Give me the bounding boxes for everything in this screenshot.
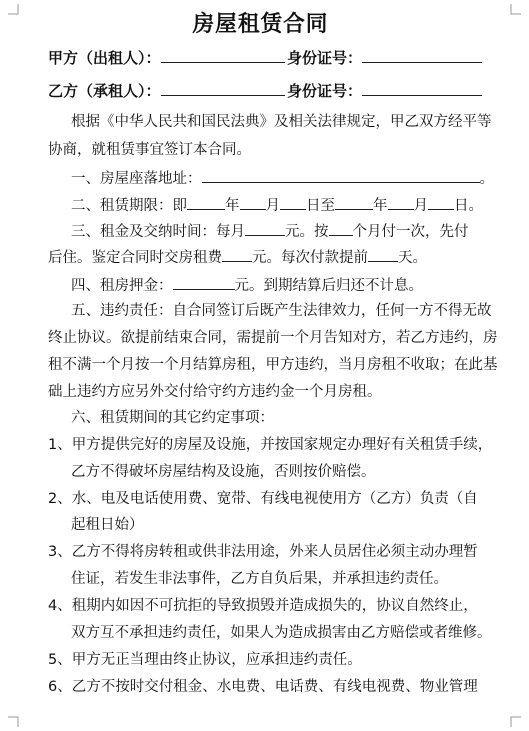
- rent-initial-blank[interactable]: [222, 246, 252, 262]
- other-terms-title: 六、租赁期间的其它约定事项：: [71, 410, 274, 426]
- item-4-line-2: 双方互不承担违约责任，如果人为造成损害由乙方赔偿或者维修。: [71, 625, 492, 641]
- lessor-id-label: 身份证号：: [287, 49, 363, 67]
- term-year-label-2: 年: [373, 198, 388, 214]
- item-2-line-2: 起租日始）: [71, 517, 144, 533]
- breach-line-1: 五、违约责任：自合同签订后既产生法律效力，任何一方不得无故: [71, 303, 492, 319]
- address-blank[interactable]: [202, 167, 480, 183]
- term-month-label-2: 月: [413, 198, 428, 214]
- deposit-suffix: 元。到期结算后归还不计息。: [234, 278, 423, 294]
- item-3-line-1: 3、乙方不得将房转租或供非法用途，外来人员居住必须主动办理暂: [48, 544, 478, 560]
- clause-rent-line-2: [48, 246, 427, 268]
- deposit-prefix: 四、租房押金：: [71, 278, 173, 294]
- rent-pay-once-label: 个月付一次，先付: [352, 224, 469, 240]
- lessor-id-row: [287, 47, 482, 68]
- lessee-row: [48, 80, 285, 101]
- term-prefix: 二、租赁期限：即: [71, 198, 187, 214]
- lessee-id-label: 身份证号：: [287, 82, 363, 100]
- lessor-label: 甲方（出租人）：: [48, 49, 161, 67]
- term-start-year-blank[interactable]: [187, 194, 225, 210]
- term-start-month-blank[interactable]: [240, 194, 266, 210]
- rent-advance-days-blank[interactable]: [368, 246, 398, 262]
- breach-line-2: 终止协议。欲提前结束合同，需提前一个月告知对方，若乙方违约，房: [48, 330, 498, 346]
- rent-line2-b: 元。每次付款提前: [252, 250, 368, 266]
- lessee-name-blank[interactable]: [161, 80, 285, 96]
- term-year-label: 年: [225, 198, 240, 214]
- breach-line-4: 础上违约方应另外交付给守约方违约金一个月房租。: [48, 384, 382, 400]
- preamble-line-2: 协商，就租赁事宜签订本合同。: [48, 142, 251, 158]
- item-5-line-1: 5、甲方无正当理由终止协议，应承担违约责任。: [48, 652, 362, 668]
- item-1-line-1: 1、甲方提供完好的房屋及设施，并按国家规定办理好有关租赁手续，: [48, 437, 493, 453]
- lessor-id-blank[interactable]: [362, 47, 482, 63]
- rent-monthly-blank[interactable]: [245, 220, 285, 236]
- lessee-id-blank[interactable]: [362, 80, 482, 96]
- term-start-day-blank[interactable]: [280, 194, 306, 210]
- clause-term: [71, 194, 483, 216]
- address-label: 一、房屋座落地址：: [71, 171, 202, 187]
- page-corner-mark-bottom-left: [8, 713, 22, 727]
- lessee-id-row: [287, 80, 482, 101]
- clause-rent-line-1: [71, 220, 469, 242]
- deposit-blank[interactable]: [173, 274, 235, 290]
- term-end-day-blank[interactable]: [428, 194, 454, 210]
- rent-line2-a: 后住。鉴定合同时交房租费: [48, 250, 222, 266]
- term-month-label: 月: [265, 198, 280, 214]
- breach-line-3: 租不满一个月按一个月结算房租，甲方违约，当月房租不收取；在此基: [48, 357, 498, 373]
- page-corner-mark-bottom-right: [507, 713, 521, 727]
- term-day-to-label: 日至: [306, 198, 335, 214]
- rent-prefix: 三、租金及交纳时间：每月: [71, 224, 245, 240]
- lessor-row: [48, 47, 285, 68]
- preamble-line-1: 根据《中华人民共和国民法典》及相关法律规定，甲乙双方经平等: [71, 114, 492, 130]
- item-6-line-1: 6、乙方不按时交付租金、水电费、电话费、有线电视费、物业管理: [48, 679, 478, 695]
- item-1-line-2: 乙方不得破坏房屋结构及设施，否则按价赔偿。: [71, 464, 376, 480]
- rent-months-blank[interactable]: [329, 220, 353, 236]
- term-end-month-blank[interactable]: [388, 194, 414, 210]
- item-3-line-2: 住证，若发生非法事件，乙方自负后果，并承担违约责任。: [71, 571, 448, 587]
- term-end-year-blank[interactable]: [335, 194, 373, 210]
- item-2-line-1: 2、水、电及电话使用费、宽带、有线电视使用方（乙方）负责（自: [48, 491, 478, 507]
- lessee-label: 乙方（承租人）：: [48, 82, 161, 100]
- term-day-end-label: 日。: [454, 198, 483, 214]
- address-end: 。: [479, 171, 494, 187]
- clause-address: [71, 167, 494, 189]
- document-title: 房屋租赁合同: [192, 11, 329, 37]
- lessor-name-blank[interactable]: [161, 47, 285, 63]
- item-4-line-1: 4、租期内如因不可抗拒的导致损毁并造成损失的，协议自然终止，: [48, 598, 478, 614]
- rent-line2-c: 天。: [398, 250, 427, 266]
- clause-deposit: [71, 274, 423, 296]
- rent-unit-label: 元。按: [285, 224, 329, 240]
